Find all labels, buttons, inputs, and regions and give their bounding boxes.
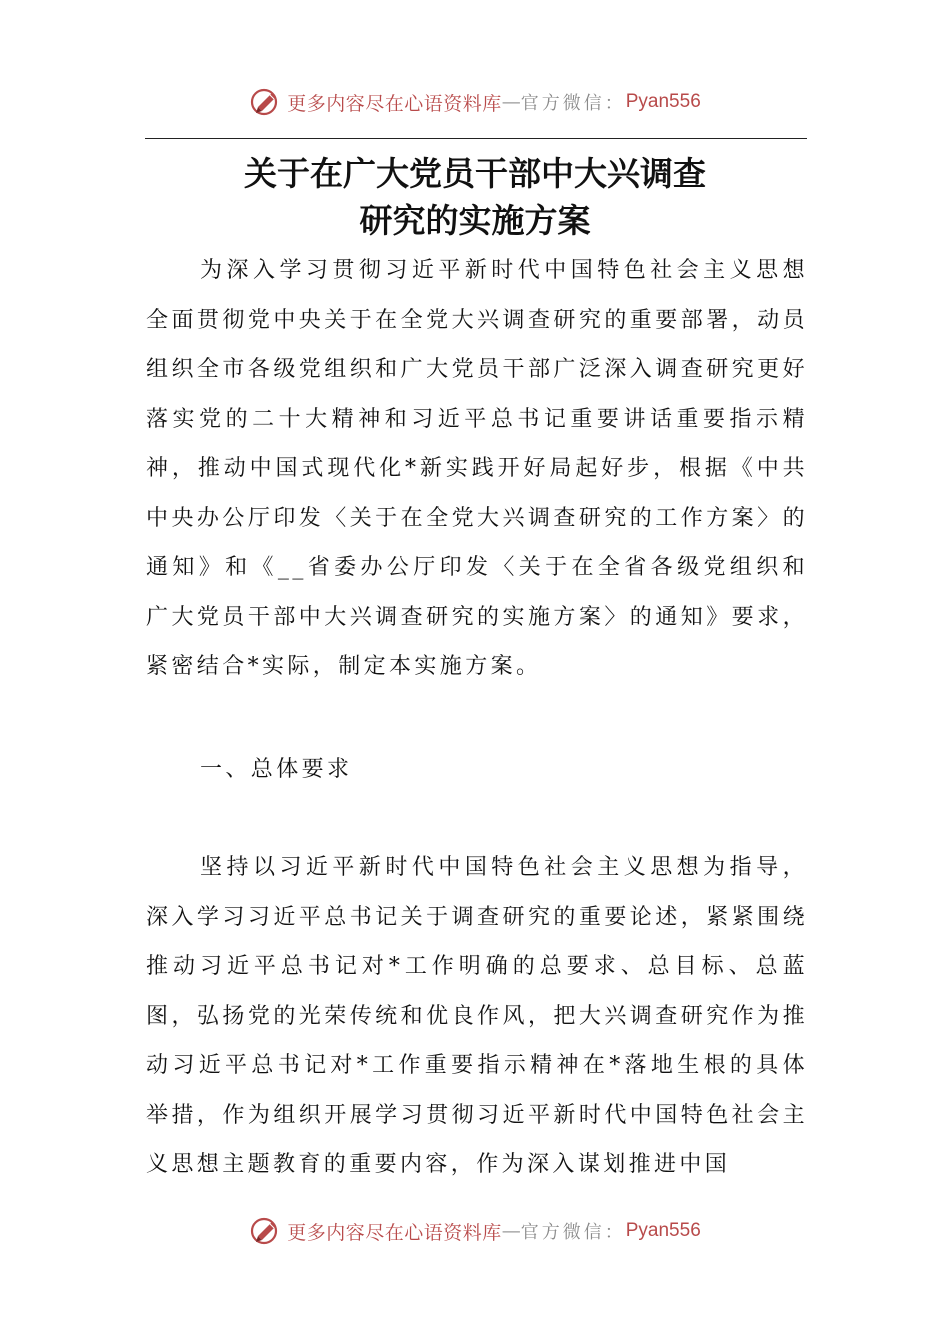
watermark-text: 更多内容尽在心语资料库 [287,92,502,115]
header-divider [145,138,807,139]
pen-logo-icon [249,85,283,119]
watermark-separator: — [501,1220,521,1242]
document-title-line-1: 关于在广大党员干部中大兴调查 [244,154,706,193]
watermark-id: Pyan556 [625,1220,701,1241]
watermark-label: 官方微信： [520,93,626,114]
pen-logo-icon [249,1214,283,1248]
paragraph-general-requirements: 坚持以习近平新时代中国特色社会主义思想为指导，深入学习习近平总书记关于调查研究的重要论述，紧紧围绕推动习近平总书记对*工作明确的总要求、总目标、总蓝图，弘扬党的光荣传统和优良作风，把大兴调查研究作为推动习近平总书记对*工作重要指示精神在*落地生根的具体举措，作为组织开展学习贯彻习近平新时代中国特色社会主义思想主题教育的重要内容，作为深入谋划推进中国 [146,855,808,1177]
watermark-text: 更多内容尽在心语资料库 [287,1221,502,1244]
watermark-banner-top [0,82,950,122]
section-heading-general-requirements: 一、总体要求 [200,757,353,782]
watermark-id: Pyan556 [625,91,701,112]
paragraph-intro: 为深入学习贯彻习近平新时代中国特色社会主义思想全面贯彻党中央关于在全党大兴调查研究的重要部署，动员组织全市各级党组织和广大党员干部广泛深入调查研究更好落实党的二十大精神和习近平总书记重要讲话重要指示精神，推动中国式现代化*新实践开好局起好步，根据《中共中央办公厅印发〈关于在全党大兴调查研究的工作方案〉的通知》和《__省委办公厅印发〈关于在全省各级党组织和广大党员干部中大兴调查研究的实施方案〉的通知》要求，紧密结合*实际，制定本实施方案。 [146,258,808,679]
document-title-line-2: 研究的实施方案 [359,201,591,240]
watermark-banner-bottom [0,1211,950,1251]
watermark-separator: — [501,91,521,113]
watermark-label: 官方微信： [520,1222,626,1243]
